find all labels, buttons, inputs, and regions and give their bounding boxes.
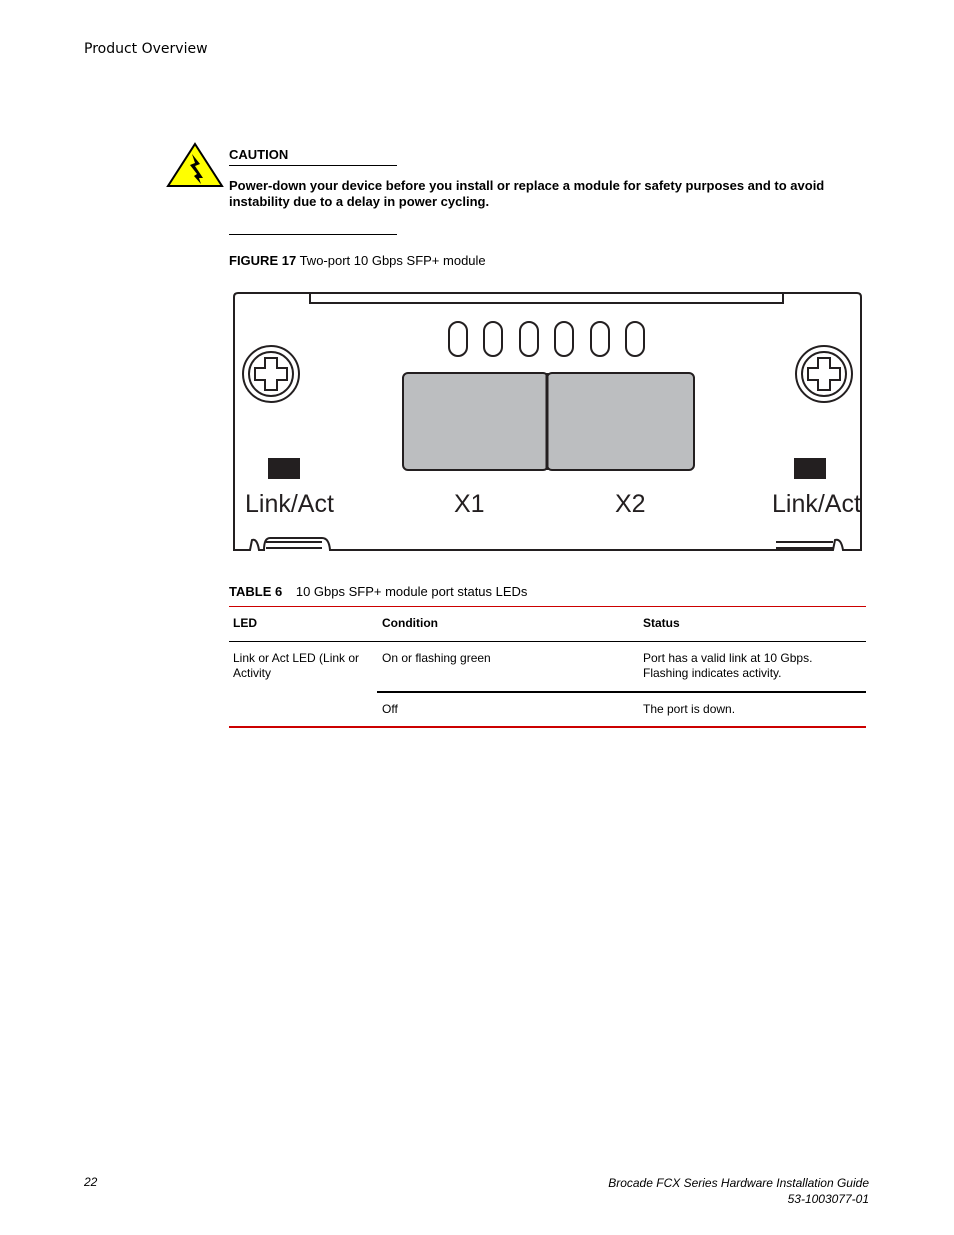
caution-divider-bottom	[229, 234, 397, 235]
caution-divider-top	[229, 165, 397, 166]
screw-left-icon	[243, 346, 299, 402]
table-bottom-rule	[229, 726, 866, 728]
table-top-rule	[229, 606, 866, 607]
label-x2: X2	[615, 490, 646, 518]
footer-doc-number: 53-1003077-01	[787, 1192, 869, 1206]
table-title: 10 Gbps SFP+ module port status LEDs	[295, 584, 528, 599]
table-header-rule	[229, 641, 866, 642]
table-cell-status-2: The port is down.	[643, 702, 736, 716]
footer-guide-title: Brocade FCX Series Hardware Installation Guide	[608, 1176, 869, 1190]
port-x1	[403, 373, 548, 470]
table-header-led: LED	[233, 616, 257, 630]
running-header: Product Overview	[84, 41, 208, 57]
caution-title: CAUTION	[229, 147, 289, 162]
port-x2	[547, 373, 694, 470]
table-header-condition: Condition	[382, 616, 438, 630]
table-header-status: Status	[643, 616, 680, 630]
label-link-act-left: Link/Act	[245, 490, 334, 518]
table-label: TABLE 6	[229, 584, 283, 599]
figure-label: FIGURE 17	[229, 253, 297, 268]
led-left	[268, 458, 300, 479]
table-cell-condition-2: Off	[382, 702, 398, 716]
footer-doc-info	[608, 1175, 869, 1207]
figure-title: Two-port 10 Gbps SFP+ module	[299, 253, 486, 268]
page-number: 22	[84, 1175, 98, 1189]
label-link-act-right: Link/Act	[772, 490, 861, 518]
latch-left	[266, 542, 322, 548]
label-x1: X1	[454, 490, 485, 518]
table-row-rule	[377, 691, 866, 693]
table-cell-status-1: Port has a valid link at 10 Gbps. Flashing indicates activity.	[643, 651, 813, 680]
led-right	[794, 458, 826, 479]
table-cell-condition-1: On or flashing green	[382, 651, 491, 665]
caution-high-voltage-icon	[166, 142, 224, 188]
screw-right-icon	[796, 346, 852, 402]
figure-caption	[229, 253, 486, 268]
top-rail	[310, 293, 783, 303]
caution-text: Power-down your device before you install or replace a module for safety purposes and to avoid instability due to a delay in power cycling.	[229, 178, 825, 209]
table-caption	[229, 584, 527, 599]
table-cell-led: Link or Act LED (Link or Activity	[233, 651, 360, 680]
sfp-module-illustration	[230, 288, 865, 558]
